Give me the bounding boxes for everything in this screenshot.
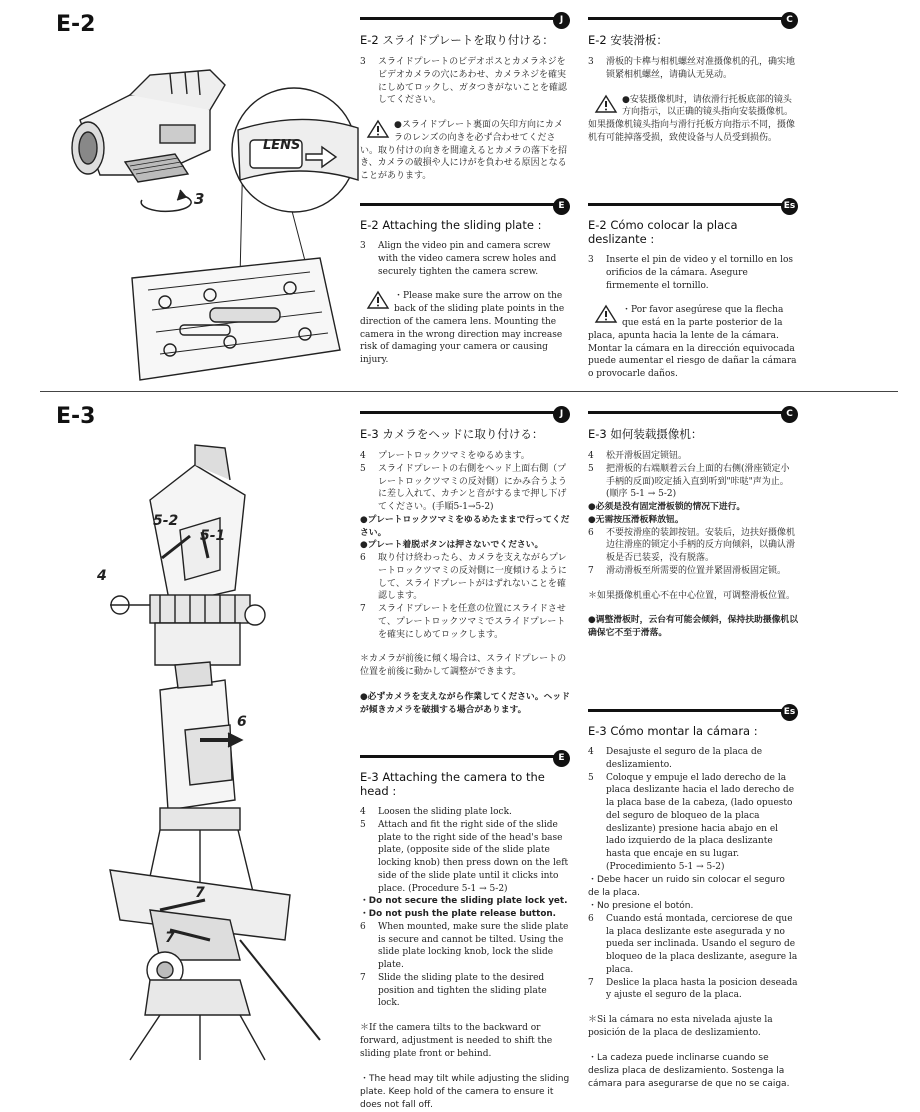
e3-jp-heading: E-3 カメラをヘッドに取り付ける： [360,427,544,441]
lang-badge-cn: C [781,406,798,423]
list-item: 4 Loosen the sliding plate lock. [360,807,512,817]
e2-cn-heading: E-2 安装滑板： [588,33,668,47]
list-item: 4 Desajuste el seguro de la placa de deslizamiento. [588,747,763,770]
lang-badge-es: Es [781,704,798,721]
list-item: 6 When mounted, make sure the slide plate is secure and cannot be tilted. Using the slide plate locking knob, lock the slide plate. [360,921,569,971]
e3-jp-block [360,406,570,716]
section-label-e2: E-2 [56,12,96,37]
step-number-label: 3 [194,190,205,208]
lang-badge-en: E [553,750,570,767]
e3-jp-bold-1: ●プレートロックツマミをゆるめたままで行ってください。 [360,514,570,538]
e3-cn-heading: E-3 如何装载摄像机： [588,427,703,441]
list-item: 3 Align the video pin and camera screw with the video camera screw holes and securely tighten the camera screw. [360,241,557,277]
e3-es-block [588,704,798,1091]
list-item: 3 Inserte el pin de video y el tornillo en los orificios de la cámara. Asegure firmemente el tornillo. [588,255,794,291]
lang-badge-jp: J [553,406,570,423]
list-item: 6 Cuando está montada, cerciorese de que la placa deslizante este asegurada y no pueda ser inclinada. Usando el seguro de bloqueo de la placa deslizante, asegure la placa. [588,913,798,975]
e2-es-heading: E-2 Cómo colocar la placa deslizante : [588,218,738,246]
e2-es-block [588,198,798,381]
e2-illustration [60,50,360,390]
step-label-7a: 7 [195,885,205,901]
e3-jp-note: ＊カメラが前後に傾く場合は、スライドプレートの位置を前後に動かして調整ができます。 [360,654,567,678]
list-item: 3 スライドプレートのビデオポスとカメラネジをビデオカメラの穴にあわせ、カメラネジを確実にしめてロックし、ガタつきがないことを確認してください。 [360,57,567,106]
step-label-6: 6 [237,714,247,730]
e3-en-note: ＊If the camera tilts to the backward or forward, adjustment is needed to shift the sliding plate front or behind. [360,1023,553,1059]
e3-cn-bold-2: ●无需按压滑板释放钮。 [588,514,684,525]
step-label-5-2: 5-2 [153,513,179,529]
list-item: 5 Coloque y empuje el lado derecho de la placa deslizante hacia el lado derecho de la placa base de la cabeza, (lado opuesto del seguro de bloqueo de la placa deslizante) presione hacia abajo en el lado izquierdo de la placa deslizante hasta que encaje en su lugar. (Procedimiento 5-1 → 5-2) [588,772,795,872]
e3-en-bold-1: ・Do not secure the sliding plate lock yet. [360,896,568,907]
list-item: 5 把滑板的右端顺着云台上面的右侧(滑座锁定小手柄的反面)咬定插入直到听到"咔哒"声为止。(顺序 5-1 → 5-2) [588,463,790,500]
e3-es-bold-1: ・Debe hacer un ruido sin colocar el seguro de la placa. [588,874,785,898]
step-label-5-1: 5-1 [200,528,226,544]
e2-cn-warning: ●安装摄像机时，请依滑行托板底部的镜头方向指示，以正确的镜头指向安装摄像机。如果摄像机镜头指向与滑行托板方向指示不同，摄像机有可能掉落受损，致使设备与人员受到损伤。 [588,94,796,143]
list-item: 5 Attach and fit the right side of the slide plate to the right side of the head's base plate, (opposite side of the slide plate locking knob) then press down on the left side of the slide plate until it clicks into place. (Procedure 5-1 → 5-2) [360,819,569,894]
e3-en-caution: ・The head may tilt while adjusting the sliding plate. Keep hold of the camera to ensure it does not fall off. [360,1073,570,1110]
lang-badge-es: Es [781,198,798,215]
lens-label: LENS [263,138,301,153]
e3-en-block [360,750,570,1112]
step-label-4: 4 [97,568,107,584]
lang-badge-en: E [553,198,570,215]
lang-badge-jp: J [553,12,570,29]
warning-icon [594,304,618,324]
list-item: 7 滑动滑板至所需要的位置并紧固滑板固定锁。 [588,565,787,576]
warning-icon [594,94,618,114]
list-item: 5 スライドプレートの右側をヘッド上面右側（プレートロックツマミの反対側）にかみ合うように差し入れて、カチンと音がするまで押し下げてください。(手順5-1→5-2) [360,463,567,513]
list-item: 6 取り付け終わったら、カメラを支えながらプレートロックツマミの反対側に一度傾けるようにして、スライドプレートがはずれないことを確認します。 [360,553,567,602]
e3-es-bold-2: ・No presione el botón. [588,900,694,911]
e3-jp-bold-2: ●プレート着脱ボタンは押さないでください。 [360,540,544,551]
list-item: 7 スライドプレートを任意の位置にスライドさせて、プレートロックツマミでスライドプレートを確実にしめてロックします。 [360,604,566,640]
e2-en-warning: ・Please make sure the arrow on the back of the sliding plate points in the direction of the camera lens. Mounting the camera in the wrong direction may increase risk of damaging your camera or causing injury. [360,291,565,366]
e2-en-block [360,198,570,367]
e2-es-warning: ・Por favor asegúrese que la flecha que está en la parte posterior de la placa, apunta hacia la lente de la cámara. Montar la cámara en la dirección equivocada puede aumentar el riesgo de dañar la cámara o provocarle daños. [588,305,797,380]
lang-badge-cn: C [781,12,798,29]
e2-en-heading: E-2 Attaching the sliding plate : [360,218,542,232]
list-item: 3 滑板的卡榫与相机螺丝对准摄像机的孔，确实地锁紧相机螺丝，请确认无晃动。 [588,57,796,80]
e3-cn-caution: ●调整滑板时，云台有可能会倾斜，保持扶助摄像机以确保它不至于滑落。 [588,615,799,639]
e3-cn-note: ＊如果摄像机重心不在中心位置，可调整滑板位置。 [588,590,796,601]
e2-jp-block [360,12,570,183]
e3-es-note: ＊Si la cámara no esta nivelada ajuste la posición de la placa de deslizamiento. [588,1015,773,1038]
e3-es-heading: E-3 Cómo montar la cámara : [588,724,758,738]
warning-icon [366,290,390,310]
step-label-7b: 7 [165,930,175,946]
list-item: 6 不要按滑座的装卸按钮。安装后，边扶好摄像机边往滑座的锁定小手柄的反方向倾斜，以确认滑板是否已装妥，没有脱落。 [588,527,796,564]
list-item: 4 プレートロックツマミをゆるめます。 [360,451,530,461]
e3-es-caution: ・La cadeza puede inclinarse cuando se desliza placa de deslizamiento. Sostenga la cámara para asegurarse de que no se caiga. [588,1052,790,1089]
warning-icon [366,119,390,139]
e3-en-heading: E-3 Attaching the camera to the head : [360,770,545,798]
e3-cn-block [588,406,798,640]
section-divider [40,391,898,392]
e3-cn-bold-1: ●必须是没有固定滑板锁的情况下进行。 [588,502,746,513]
list-item: 7 Slide the sliding plate to the desired position and tighten the sliding plate lock. [360,972,547,1009]
list-item: 4 松开滑板固定锁钮。 [588,451,688,461]
e2-jp-warning: ●スライドプレート裏面の矢印方向にカメラのレンズの向きを必ず合わせてください。取り付けの向きを間違えるとカメラの落下を招き、カメラの破損や人にけがを負わせる原因となることがあります。 [360,120,568,182]
e3-jp-caution: ●必ずカメラを支えながら作業してください。ヘッドが傾きカメラを破損する場合があります。 [360,691,570,715]
list-item: 7 Deslice la placa hasta la posicion deseada y ajuste el seguro de la placa. [588,977,798,1001]
section-label-e3: E-3 [56,404,96,429]
e2-cn-block [588,12,798,145]
e3-en-bold-2: ・Do not push the plate release button. [360,909,556,920]
e2-jp-heading: E-2 スライドプレートを取り付ける： [360,33,554,47]
